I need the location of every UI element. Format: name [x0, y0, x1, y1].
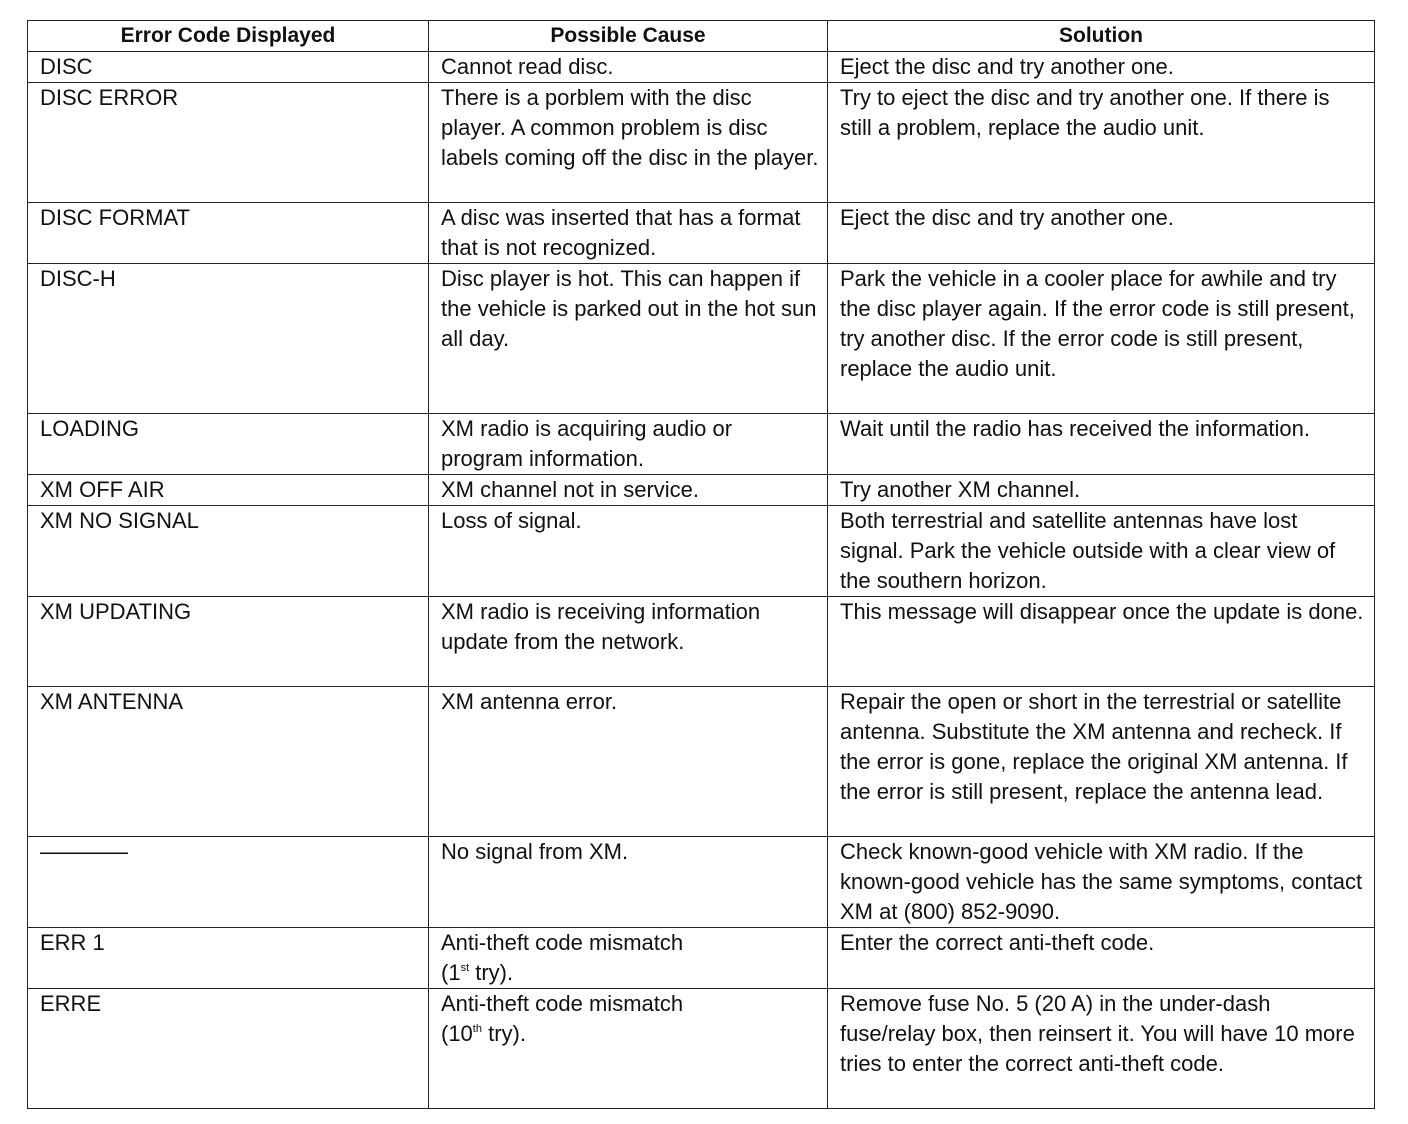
cause-cell: XM radio is receiving information update from the network. — [429, 597, 828, 687]
cause-cell — [429, 989, 828, 1109]
ordinal-suffix: th — [472, 1023, 482, 1035]
cause-cell: Loss of signal. — [429, 506, 828, 597]
solution-cell: Try to eject the disc and try another one. If there is still a problem, replace the audio unit. — [828, 83, 1375, 203]
cause-line: Anti-theft code mismatch — [441, 930, 684, 955]
cause-line-try: (10 — [441, 1021, 473, 1046]
cause-cell: XM channel not in service. — [429, 475, 828, 506]
cause-cell: XM antenna error. — [429, 687, 828, 837]
table-row — [28, 414, 1375, 475]
error-code-cell: XM ANTENNA — [28, 687, 429, 837]
table-row — [28, 597, 1375, 687]
error-code-cell: LOADING — [28, 414, 429, 475]
solution-cell: Remove fuse No. 5 (20 A) in the under-dash fuse/relay box, then reinsert it. You will have 10 more tries to enter the correct anti-theft code. — [828, 989, 1375, 1109]
solution-cell: Enter the correct anti-theft code. — [828, 928, 1375, 989]
error-code-cell: ———— — [28, 837, 429, 928]
table-row — [28, 506, 1375, 597]
header-solution: Solution — [828, 21, 1375, 52]
table-row — [28, 687, 1375, 837]
cause-cell: A disc was inserted that has a format that is not recognized. — [429, 203, 828, 264]
cause-cell — [429, 928, 828, 989]
solution-cell: Both terrestrial and satellite antennas have lost signal. Park the vehicle outside with a clear view of the southern horizon. — [828, 506, 1375, 597]
table-row — [28, 83, 1375, 203]
solution-cell: Eject the disc and try another one. — [828, 203, 1375, 264]
error-code-cell: DISC ERROR — [28, 83, 429, 203]
error-code-cell: XM UPDATING — [28, 597, 429, 687]
table-row — [28, 475, 1375, 506]
cause-cell: There is a porblem with the disc player. A common problem is disc labels coming off the disc in the player. — [429, 83, 828, 203]
solution-cell: Try another XM channel. — [828, 475, 1375, 506]
cause-line-try: (1 — [441, 960, 461, 985]
error-code-table — [27, 20, 1375, 1109]
error-code-cell: ERRE — [28, 989, 429, 1109]
table-row — [28, 264, 1375, 414]
solution-cell: Eject the disc and try another one. — [828, 52, 1375, 83]
cause-cell: XM radio is acquiring audio or program information. — [429, 414, 828, 475]
cause-line-tail: try). — [469, 960, 514, 985]
cause-cell: Cannot read disc. — [429, 52, 828, 83]
error-code-cell: DISC FORMAT — [28, 203, 429, 264]
table-row — [28, 989, 1375, 1109]
error-code-cell: XM NO SIGNAL — [28, 506, 429, 597]
cause-cell: Disc player is hot. This can happen if the vehicle is parked out in the hot sun all day. — [429, 264, 828, 414]
table-header-row — [28, 21, 1375, 52]
error-code-cell: ERR 1 — [28, 928, 429, 989]
table-row — [28, 52, 1375, 83]
solution-cell: This message will disappear once the update is done. — [828, 597, 1375, 687]
solution-cell: Park the vehicle in a cooler place for awhile and try the disc player again. If the error code is still present, try another disc. If the error code is still present, replace the audio unit. — [828, 264, 1375, 414]
header-possible-cause: Possible Cause — [429, 21, 828, 52]
solution-cell: Repair the open or short in the terrestrial or satellite antenna. Substitute the XM antenna and recheck. If the error is gone, replace the original XM antenna. If the error is still present, replace the antenna lead. — [828, 687, 1375, 837]
header-error-code: Error Code Displayed — [28, 21, 429, 52]
cause-cell: No signal from XM. — [429, 837, 828, 928]
cause-line: Anti-theft code mismatch — [441, 991, 684, 1016]
solution-cell: Wait until the radio has received the information. — [828, 414, 1375, 475]
error-code-cell: DISC — [28, 52, 429, 83]
cause-line-tail: try). — [481, 1021, 526, 1046]
error-code-cell: XM OFF AIR — [28, 475, 429, 506]
table-row — [28, 928, 1375, 989]
ordinal-suffix: st — [460, 962, 470, 974]
table-row — [28, 837, 1375, 928]
solution-cell: Check known-good vehicle with XM radio. If the known-good vehicle has the same symptoms, contact XM at (800) 852-9090. — [828, 837, 1375, 928]
table-row — [28, 203, 1375, 264]
error-code-cell: DISC-H — [28, 264, 429, 414]
